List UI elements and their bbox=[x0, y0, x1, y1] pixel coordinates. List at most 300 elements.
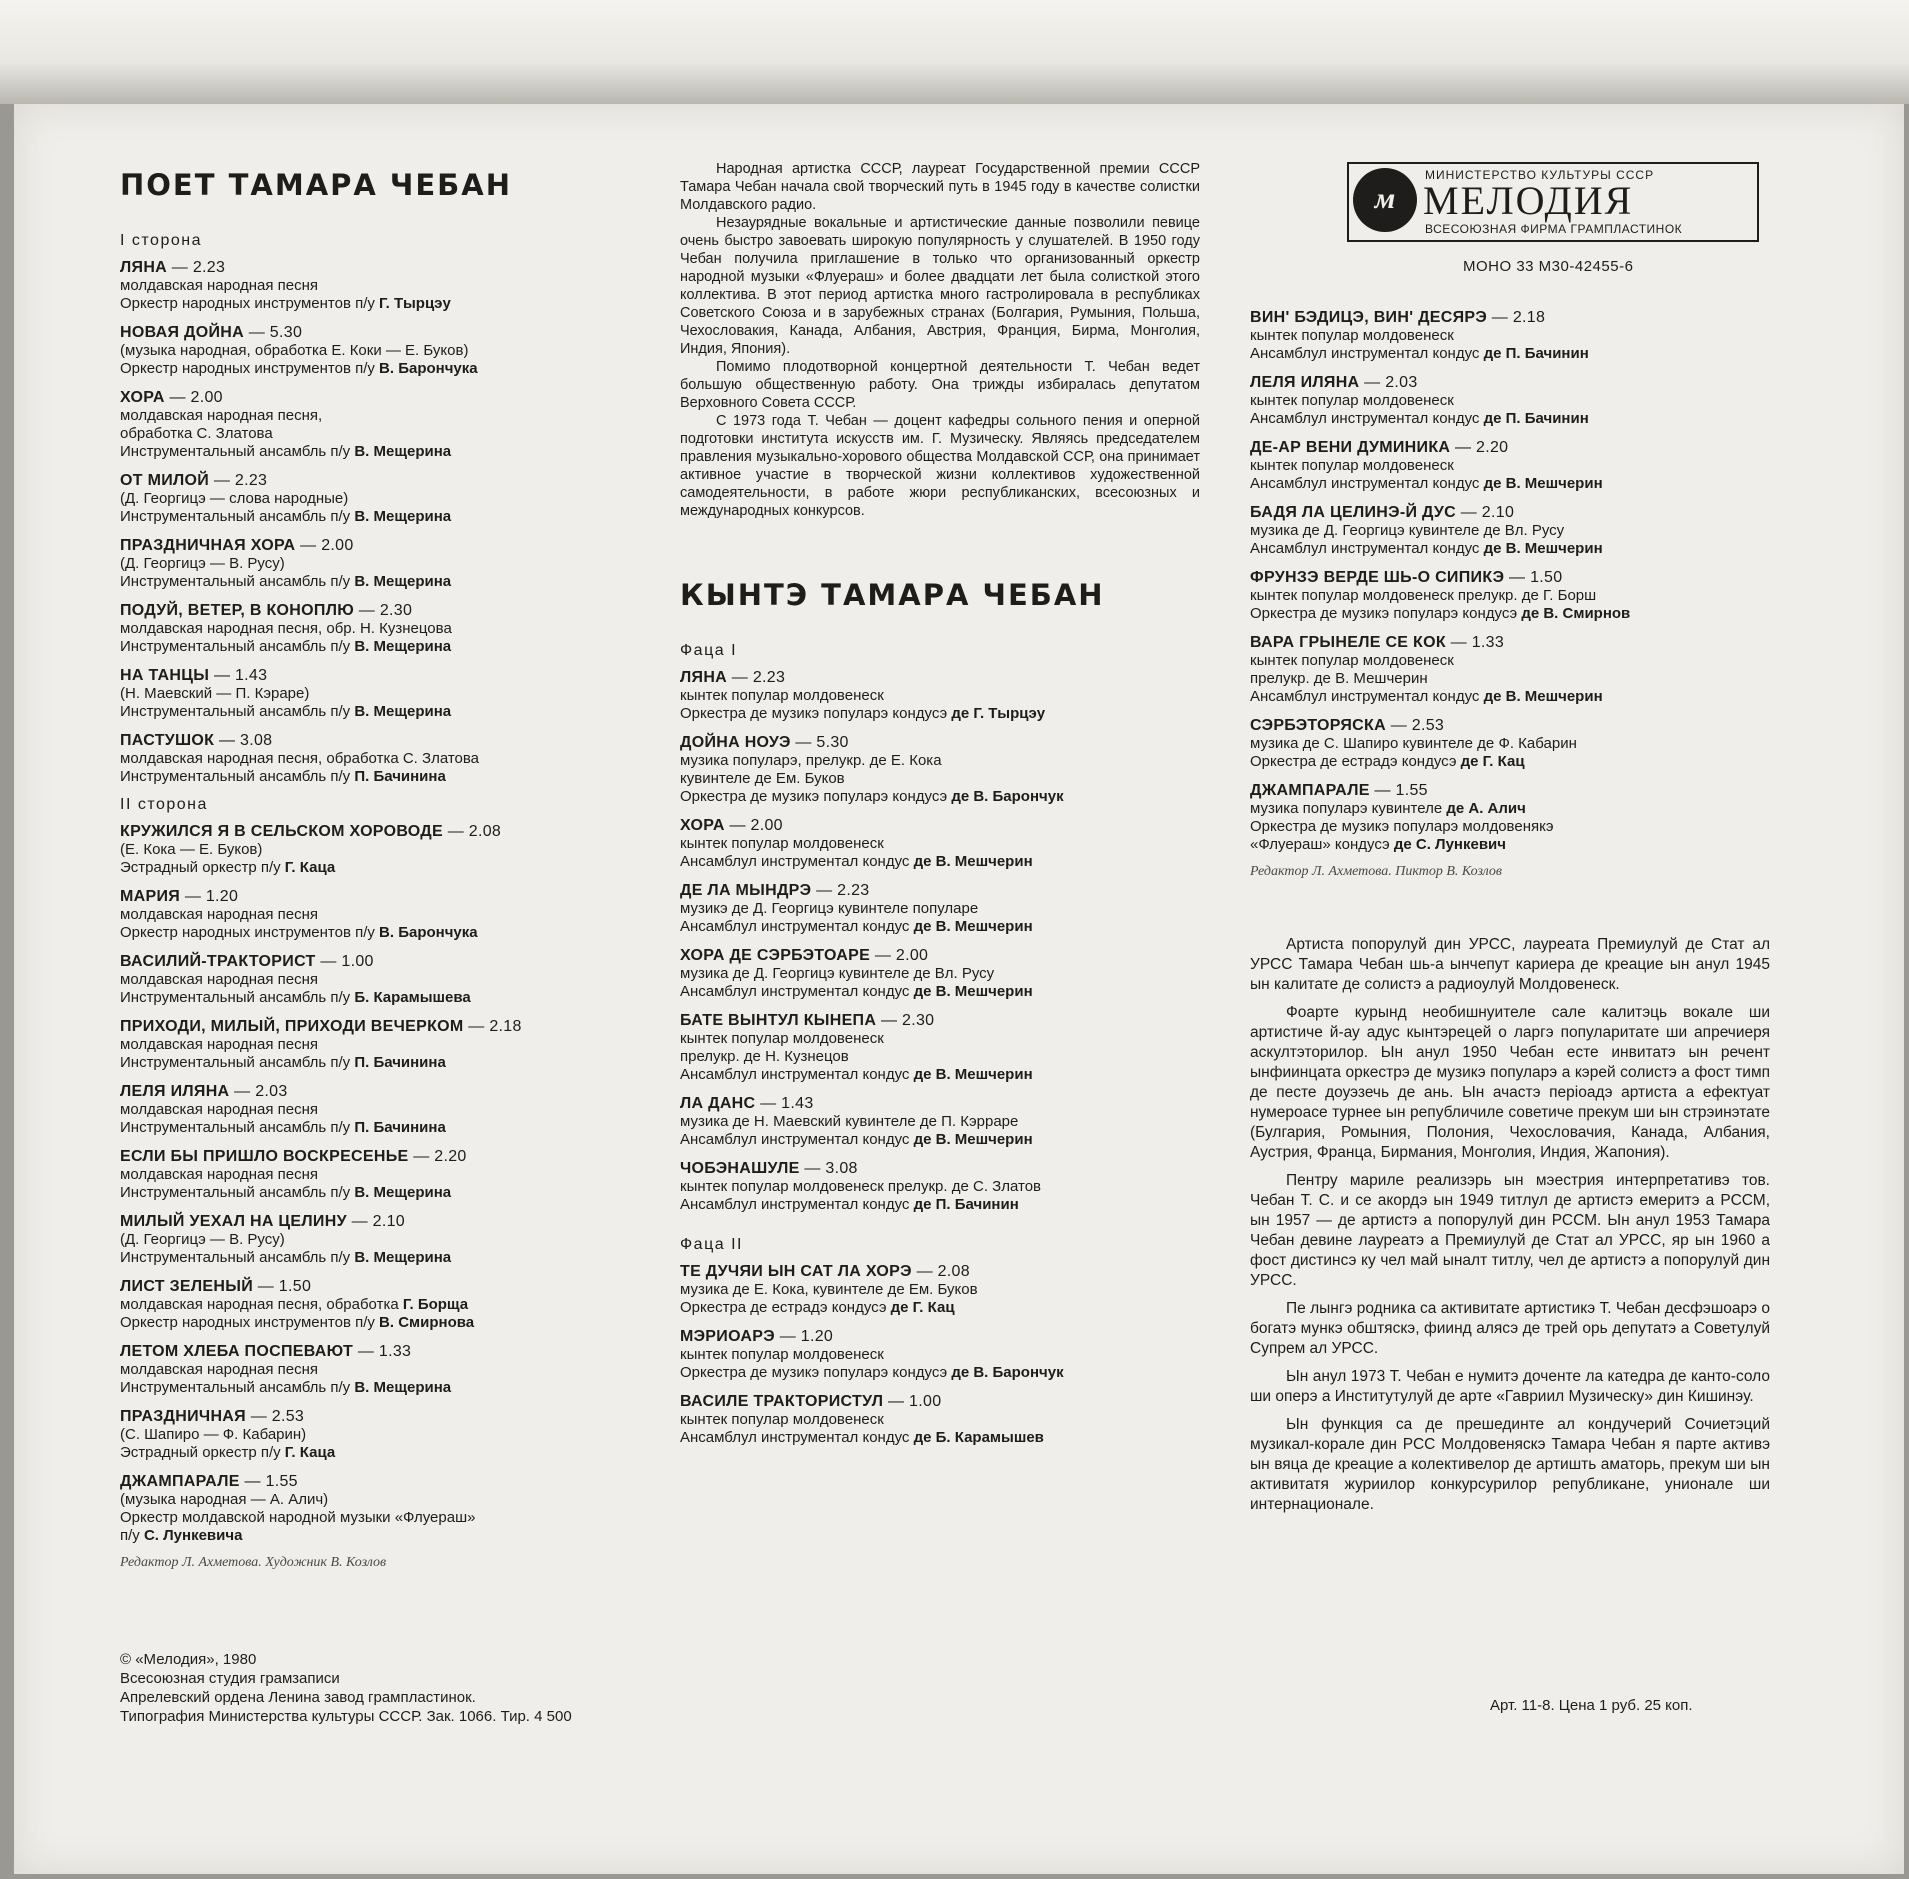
bio-paragraph: С 1973 года Т. Чебан — доцент кафедры сольного пения и оперной подготовки института искусств им. Г. Музическу. Являясь председателем правления музыкально-хорового общества Молдавской ССР, она принимает активное участие в творческой жизни коллективов художественной самодеятельности, в работе жюри республиканских, всесоюзных и международных конкурсов. bbox=[680, 413, 1200, 519]
track-credit-line: (музыка народная — А. Алич) bbox=[120, 1491, 329, 1508]
track-credit-line: (Д. Георгицэ — В. Русу) bbox=[120, 555, 285, 572]
imprint-line: Апрелевский ордена Ленина завод грампластинок. bbox=[120, 1689, 476, 1706]
track-credit-line: молдавская народная песня bbox=[120, 1101, 319, 1118]
track-credit-line: Ансамблул инструментал кондус де В. Мешчерин bbox=[680, 1131, 1033, 1148]
logo-ministry: МИНИСТЕРСТВО КУЛЬТУРЫ СССР bbox=[1425, 168, 1655, 182]
track-duration: — 2.30 bbox=[880, 1012, 935, 1029]
track-credit-line: Оркестр народных инструментов п/у В. Смирнова bbox=[120, 1314, 475, 1331]
track-title bbox=[120, 471, 650, 490]
track-title bbox=[680, 816, 1200, 835]
bio-paragraph: Артиста попорулуй дин УРСС, лауреата Премиулуй де Стат ал УРСС Тамара Чебан шь-а ынчепут кариера де креацие ын анул 1945 ын калитате де солистэ а радиоулуй Молдовенеск. bbox=[1250, 936, 1770, 993]
track-credit-line: Инструментальный ансамбль п/у В. Мещерина bbox=[120, 443, 452, 460]
track-title bbox=[680, 1392, 1200, 1411]
conductor-name: С. Лункевича bbox=[143, 1527, 243, 1544]
track-duration: — 2.18 bbox=[468, 1018, 522, 1035]
track-item bbox=[120, 1277, 650, 1332]
track-name: ЛА ДАНС bbox=[680, 1095, 756, 1112]
catalog-number: МОНО 33 М30-42455-6 bbox=[1463, 258, 1634, 275]
track-name: ЛИСТ ЗЕЛЕНЫЙ bbox=[120, 1278, 254, 1295]
conductor-name: П. Бачинина bbox=[354, 768, 446, 785]
track-credit-line: (Е. Кока — Е. Буков) bbox=[120, 841, 263, 858]
bio-paragraph: Народная артистка СССР, лауреат Государственной премии СССР Тамара Чебан начала свой творческий путь в 1945 году в качестве солистки Молдавского радио. bbox=[680, 161, 1200, 213]
conductor-name: В. Мещерина bbox=[354, 638, 452, 655]
track-credit-line: кынтек популар молдовенеск bbox=[1250, 457, 1454, 474]
track-title bbox=[680, 1011, 1200, 1030]
conductor-name: П. Бачинина bbox=[354, 1054, 446, 1071]
track-item bbox=[120, 536, 650, 591]
track-item bbox=[120, 471, 650, 526]
track-name: ЕСЛИ БЫ ПРИШЛО ВОСКРЕСЕНЬЕ bbox=[120, 1148, 409, 1165]
track-name: НОВАЯ ДОЙНА bbox=[120, 324, 245, 341]
track-credit-line: молдавская народная песня, обработка С. Златова bbox=[120, 750, 480, 767]
track-item bbox=[120, 1147, 650, 1202]
track-credit-line: Оркестр молдавской народной музыки «Флуераш» bbox=[120, 1509, 476, 1526]
track-credit-line: Ансамблул инструментал кондус де П. Бачинин bbox=[1250, 410, 1589, 427]
right-tracks bbox=[1250, 308, 1770, 854]
moldavian-bio bbox=[1250, 935, 1770, 1523]
track-title bbox=[120, 1277, 650, 1296]
track-title bbox=[120, 1212, 650, 1231]
track-credit-line: молдавская народная песня bbox=[120, 906, 319, 923]
track-title bbox=[1250, 633, 1770, 652]
track-duration: — 2.23 bbox=[731, 669, 786, 686]
track-name: БАДЯ ЛА ЦЕЛИНЭ-Й ДУС bbox=[1250, 504, 1457, 521]
track-name: НА ТАНЦЫ bbox=[120, 667, 210, 684]
track-name: ЛЯНА bbox=[680, 669, 728, 686]
track-credit-line: музика популарэ кувинтеле де А. Алич bbox=[1250, 800, 1526, 817]
track-title bbox=[1250, 438, 1770, 457]
track-credit-line: музика де Н. Маевский кувинтеле де П. Кэрраре bbox=[680, 1113, 1019, 1130]
track-credit-line: Инструментальный ансамбль п/у П. Бачинина bbox=[120, 1054, 446, 1071]
track-credit-line: кынтек популар молдовенеск bbox=[680, 687, 884, 704]
track-name: ДОЙНА НОУЭ bbox=[680, 734, 791, 751]
track-duration: — 2.10 bbox=[351, 1213, 405, 1230]
track-credit-line: молдавская народная песня bbox=[120, 277, 319, 294]
conductor-name: де В. Мешчерин bbox=[913, 918, 1033, 935]
track-title bbox=[1250, 716, 1770, 735]
conductor-name: В. Мещерина bbox=[354, 573, 452, 590]
track-name: ВИН' БЭДИЦЭ, ВИН' ДЕСЯРЭ bbox=[1250, 309, 1488, 326]
track-credit-line: Ансамблул инструментал кондус де В. Мешчерин bbox=[680, 983, 1033, 1000]
track-title bbox=[680, 946, 1200, 965]
track-credit-line: кынтек популар молдовенеск bbox=[680, 1346, 884, 1363]
logo-firm: ВСЕСОЮЗНАЯ ФИРМА ГРАМПЛАСТИНОК bbox=[1425, 222, 1683, 236]
conductor-name: де П. Бачинин bbox=[913, 1196, 1019, 1213]
conductor-name: Г. Каца bbox=[284, 859, 336, 876]
track-credit-line: кувинтеле де Ем. Буков bbox=[680, 770, 845, 787]
track-name: ДЕ-АР ВЕНИ ДУМИНИКА bbox=[1250, 439, 1451, 456]
bio-paragraph: Пентру мариле реализэрь ын мэестрия интерпретативэ тов. Чебан Т. С. и се акордэ ын 1949 титлул де артистэ емеритэ а РССМ, ын 1957 — де артистэ а попорулуй дин РССМ. Ын анул 1953 Тамара Чебан девине лауреатэ а Премиулуй де Стат ал УРСС, яр ын 1960 а фост дистинсэ ку чел май ыналт титлу, чел де артистэ а попорулуй дин УРСС. bbox=[1250, 1172, 1770, 1289]
track-title bbox=[120, 601, 650, 620]
bio-paragraph: Помимо плодотворной концертной деятельности Т. Чебан ведет большую общественную работу. Она трижды избиралась депутатом Верховного Совета СССР. bbox=[680, 359, 1200, 411]
track-duration: — 2.20 bbox=[1455, 439, 1509, 456]
conductor-name: де А. Алич bbox=[1446, 800, 1526, 817]
track-item bbox=[120, 1407, 650, 1462]
conductor-name: де В. Смирнов bbox=[1521, 605, 1631, 622]
track-credit-line: Ансамблул инструментал кондус де Б. Карамышев bbox=[680, 1429, 1044, 1446]
track-name: ХОРА bbox=[120, 389, 165, 406]
track-credit-line: Оркестра де музикэ популарэ молдовенякэ bbox=[1250, 818, 1554, 835]
bio-paragraph: Ын анул 1973 Т. Чебан е нумитэ доченте ла катедра де канто-соло ши оперэ а Институтулуй де арте «Гавриил Музическу» дин Кишинэу. bbox=[1250, 1368, 1770, 1405]
conductor-name: де В. Мешчерин bbox=[1483, 688, 1603, 705]
track-item bbox=[120, 1212, 650, 1267]
track-title bbox=[120, 1407, 650, 1426]
middle-column bbox=[680, 160, 1200, 1457]
track-item bbox=[680, 1011, 1200, 1084]
track-item bbox=[1250, 503, 1770, 558]
track-duration: — 2.00 bbox=[300, 537, 354, 554]
track-item bbox=[120, 952, 650, 1007]
conductor-name: Б. Карамышева bbox=[354, 989, 471, 1006]
track-credit-line: молдавская народная песня bbox=[120, 1361, 319, 1378]
track-credit-line: Ансамблул инструментал кондус де В. Мешчерин bbox=[680, 1066, 1033, 1083]
track-credit-line: Ансамблул инструментал кондус де В. Мешчерин bbox=[1250, 540, 1603, 557]
track-credit-line: (Д. Георгицэ — В. Русу) bbox=[120, 1231, 285, 1248]
track-title bbox=[680, 1094, 1200, 1113]
track-credit-line: кынтек популар молдовенеск прелукр. де С. Златов bbox=[680, 1178, 1042, 1195]
track-credit-line: Оркестра де музикэ популарэ кондусэ де Г. Тырцэу bbox=[680, 705, 1046, 722]
track-title bbox=[680, 881, 1200, 900]
track-name: ЛЕЛЯ ИЛЯНА bbox=[1250, 374, 1360, 391]
track-duration: — 1.33 bbox=[1450, 634, 1505, 651]
track-name: ВАСИЛИЙ-ТРАКТОРИСТ bbox=[120, 953, 316, 970]
track-name: ПРАЗДНИЧНАЯ bbox=[120, 1408, 246, 1425]
track-duration: — 1.55 bbox=[1374, 782, 1428, 799]
track-credit-line: молдавская народная песня bbox=[120, 971, 319, 988]
track-item bbox=[1250, 438, 1770, 493]
track-credit-line: Ансамблул инструментал кондус де П. Бачинин bbox=[1250, 345, 1589, 362]
track-duration: — 2.30 bbox=[358, 602, 413, 619]
track-name: МИЛЫЙ УЕХАЛ НА ЦЕЛИНУ bbox=[120, 1213, 347, 1230]
track-title bbox=[1250, 781, 1770, 800]
track-item bbox=[680, 1327, 1200, 1382]
track-name: ФРУНЗЭ ВЕРДЕ ШЬ-О СИПИКЭ bbox=[1250, 569, 1505, 586]
track-credit-line: Инструментальный ансамбль п/у В. Мещерина bbox=[120, 508, 452, 525]
track-credit-line: Оркестр народных инструментов п/у Г. Тырцэу bbox=[120, 295, 451, 312]
conductor-name: де С. Лункевич bbox=[1393, 836, 1506, 853]
track-title bbox=[680, 668, 1200, 687]
track-credit-line: Инструментальный ансамбль п/у П. Бачинина bbox=[120, 768, 446, 785]
track-title bbox=[120, 952, 650, 971]
conductor-name: де В. Барончук bbox=[951, 788, 1064, 805]
track-title bbox=[120, 388, 650, 407]
track-title bbox=[680, 733, 1200, 752]
track-item bbox=[680, 946, 1200, 1001]
track-title bbox=[120, 822, 650, 841]
track-credit-line: Инструментальный ансамбль п/у В. Мещерина bbox=[120, 1249, 452, 1266]
conductor-name: де В. Мешчерин bbox=[913, 983, 1033, 1000]
track-item bbox=[120, 1017, 650, 1072]
track-duration: — 1.20 bbox=[779, 1328, 834, 1345]
track-credit-line: Ансамблул инструментал кондус де В. Мешчерин bbox=[680, 853, 1033, 870]
track-item bbox=[120, 822, 650, 877]
track-name: ТЕ ДУЧЯИ ЫН САТ ЛА ХОРЭ bbox=[680, 1263, 912, 1280]
track-duration: — 2.23 bbox=[213, 472, 268, 489]
track-duration: — 2.53 bbox=[1390, 717, 1445, 734]
bio-paragraph: Пе лынгэ родника са активитате артистикэ Т. Чебан десфэшоарэ о богатэ мункэ обштяскэ, фиинд алясэ де трей орь депутатэ а Советулуй Супрем ал УРСС. bbox=[1250, 1300, 1770, 1357]
track-duration: — 1.43 bbox=[760, 1095, 814, 1112]
track-credit-line: Инструментальный ансамбль п/у В. Мещерина bbox=[120, 638, 452, 655]
track-credit-line: Ансамблул инструментал кондус де П. Бачинин bbox=[680, 1196, 1019, 1213]
logo-brand: МЕЛОДИЯ bbox=[1423, 178, 1634, 223]
track-duration: — 2.23 bbox=[171, 259, 226, 276]
track-credit-line: Оркестра де музикэ популарэ кондусэ де В. Барончук bbox=[680, 1364, 1064, 1381]
track-duration: — 2.00 bbox=[874, 947, 929, 964]
fata-2-tracks bbox=[680, 1262, 1200, 1447]
track-name: ХОРА ДЕ СЭРБЭТОАРЕ bbox=[680, 947, 871, 964]
track-title bbox=[120, 1082, 650, 1101]
track-credit-line: обработка С. Златова bbox=[120, 425, 273, 442]
track-duration: — 2.53 bbox=[250, 1408, 305, 1425]
track-name: ДЖАМПАРАЛЕ bbox=[1250, 782, 1370, 799]
track-item bbox=[120, 323, 650, 378]
track-credit-line: молдавская народная песня bbox=[120, 1036, 319, 1053]
track-title bbox=[120, 1342, 650, 1361]
track-duration: — 2.08 bbox=[447, 823, 502, 840]
track-duration: — 2.03 bbox=[1364, 374, 1418, 391]
track-name: ЛЕТОМ ХЛЕБА ПОСПЕВАЮТ bbox=[120, 1343, 354, 1360]
track-name: ПАСТУШОК bbox=[120, 732, 215, 749]
track-credit-line: Инструментальный ансамбль п/у В. Мещерина bbox=[120, 1184, 452, 1201]
side-1-heading: I сторона bbox=[120, 232, 202, 249]
track-name: ВАСИЛЕ ТРАКТОРИСТУЛ bbox=[680, 1393, 884, 1410]
track-title bbox=[1250, 568, 1770, 587]
russian-tracklist bbox=[120, 168, 650, 1571]
conductor-name: де Г. Кац bbox=[890, 1299, 955, 1316]
track-item bbox=[680, 816, 1200, 871]
track-title bbox=[680, 1159, 1200, 1178]
track-name: ХОРА bbox=[680, 817, 725, 834]
track-item bbox=[680, 1262, 1200, 1317]
imprint-line: Типография Министерства культуры СССР. Зак. 1066. Тир. 4 500 bbox=[120, 1708, 572, 1725]
track-name: КРУЖИЛСЯ Я В СЕЛЬСКОМ ХОРОВОДЕ bbox=[120, 823, 443, 840]
track-duration: — 2.03 bbox=[234, 1083, 288, 1100]
track-duration: — 2.18 bbox=[1491, 309, 1546, 326]
conductor-name: Г. Борща bbox=[402, 1296, 469, 1313]
bio-paragraph: Незаурядные вокальные и артистические данные позволили певице очень быстро завоевать широкую популярность у слушателей. В 1950 году Чебан получила приглашение в только что организованный оркестр народной музыки «Флуераш» и более двадцати лет была солисткой этого коллектива. В этот период артистка много гастролировала в республиках Советского Союза и в зарубежных странах (Болгария, Румыния, Польша, Чехословакия, Канада, Албания, Австрия, Франция, Бирма, Монголия, Индия, Япония). bbox=[680, 215, 1200, 357]
track-title bbox=[1250, 373, 1770, 392]
track-credit-line: прелукр. де В. Мешчерин bbox=[1250, 670, 1428, 687]
track-duration: — 2.10 bbox=[1460, 504, 1515, 521]
track-duration: — 1.50 bbox=[257, 1278, 312, 1295]
conductor-name: де В. Мешчерин bbox=[1483, 475, 1603, 492]
conductor-name: В. Барончука bbox=[379, 924, 478, 941]
track-credit-line: кынтек популар молдовенеск bbox=[1250, 327, 1454, 344]
track-credit-line: музикэ де Д. Георгицэ кувинтеле популаре bbox=[680, 900, 979, 917]
moldavian-title: КЫНТЭ ТАМАРА ЧЕБАН bbox=[680, 578, 1105, 612]
conductor-name: де Б. Карамышев bbox=[913, 1429, 1044, 1446]
track-item bbox=[120, 731, 650, 786]
conductor-name: де В. Мешчерин bbox=[913, 1066, 1033, 1083]
track-title bbox=[120, 1147, 650, 1166]
track-credit-line: музика популарэ, прелукр. де Е. Кока bbox=[680, 752, 942, 769]
track-item bbox=[120, 1472, 650, 1545]
track-credit-line: (музыка народная, обработка Е. Коки — Е. Буков) bbox=[120, 342, 469, 359]
track-credit-line: музика де С. Шапиро кувинтеле де Ф. Кабарин bbox=[1250, 735, 1577, 752]
track-title bbox=[120, 666, 650, 685]
publisher-imprint bbox=[120, 1650, 572, 1726]
track-duration: — 1.00 bbox=[320, 953, 374, 970]
track-credit-line: Ансамблул инструментал кондус де В. Мешчерин bbox=[680, 918, 1033, 935]
track-title bbox=[120, 887, 650, 906]
track-duration: — 2.00 bbox=[729, 817, 783, 834]
track-credit-line: Оркестр народных инструментов п/у В. Барончука bbox=[120, 360, 478, 377]
conductor-name: В. Мещерина bbox=[354, 1379, 452, 1396]
track-duration: — 1.33 bbox=[357, 1343, 412, 1360]
conductor-name: В. Мещерина bbox=[354, 443, 452, 460]
track-credit-line: музика де Д. Георгицэ кувинтеле де Вл. Русу bbox=[1250, 522, 1565, 539]
track-title bbox=[680, 1327, 1200, 1346]
conductor-name: де В. Мешчерин bbox=[913, 853, 1033, 870]
track-duration: — 1.00 bbox=[888, 1393, 942, 1410]
track-credit-line: Оркестра де музикэ популарэ кондусэ де В. Барончук bbox=[680, 788, 1064, 805]
track-item bbox=[120, 601, 650, 656]
track-duration: — 5.30 bbox=[248, 324, 303, 341]
track-credit-line: Оркестра де естрадэ кондусэ де Г. Кац bbox=[680, 1299, 955, 1316]
track-credit-line: молдавская народная песня bbox=[120, 1166, 319, 1183]
conductor-name: де Г. Тырцэу bbox=[951, 705, 1046, 722]
track-title bbox=[680, 1262, 1200, 1281]
imprint-line: Всесоюзная студия грамзаписи bbox=[120, 1670, 340, 1687]
track-credit-line: Инструментальный ансамбль п/у Б. Карамышева bbox=[120, 989, 471, 1006]
track-name: СЭРБЭТОРЯСКА bbox=[1250, 717, 1386, 734]
sleeve-top-edge bbox=[0, 0, 1909, 104]
track-duration: — 3.08 bbox=[804, 1160, 858, 1177]
track-credit-line: музика де Д. Георгицэ кувинтеле де Вл. Русу bbox=[680, 965, 995, 982]
track-credit-line: кынтек популар молдовенеск прелукр. де Г. Борш bbox=[1250, 587, 1597, 604]
track-title bbox=[120, 1017, 650, 1036]
track-title bbox=[1250, 503, 1770, 522]
track-credit-line: Инструментальный ансамбль п/у В. Мещерина bbox=[120, 1379, 452, 1396]
track-credit-line: Оркестра де естрадэ кондусэ де Г. Кац bbox=[1250, 753, 1525, 770]
track-duration: — 5.30 bbox=[795, 734, 849, 751]
conductor-name: де Г. Кац bbox=[1460, 753, 1525, 770]
conductor-name: де В. Барончук bbox=[951, 1364, 1064, 1381]
track-item bbox=[1250, 308, 1770, 363]
track-credit-line: молдавская народная песня, обработка Г. Борща bbox=[120, 1296, 469, 1313]
track-credit-line: Оркестра де музикэ популарэ кондусэ де В. Смирнов bbox=[1250, 605, 1631, 622]
russian-bio bbox=[680, 160, 1200, 520]
track-duration: — 2.08 bbox=[916, 1263, 970, 1280]
track-item bbox=[680, 668, 1200, 723]
track-credit-line: кынтек популар молдовенеск bbox=[680, 1411, 884, 1428]
bio-paragraph: Ын функция са де прешединте ал кондучерий Сочиетэций музикал-корале дин РСС Молдовеняскэ Тамара Чебан я парте активэ ын вяца де креацие а колективелор де артишть аматорь, прекум ши ын активитатя журиилор конкурсурилор републикане, унионале ши интернационале. bbox=[1250, 1416, 1770, 1513]
conductor-name: В. Мещерина bbox=[354, 1249, 452, 1266]
bio-paragraph: Фоарте курынд необишнуителе сале калитэць вокале ши артистиче й-ау адус кынтэрецей о ларгэ популаритате ши апречиеря аскултэторилор. Ын анул 1950 Чебан есте инвитатэ ын речент ынфиинцата оркестрэ де музикэ популарэ а кэрей солистэ а фост тимп де песте доуэзечь де ань. Ын ачастэ перioадэ артиста а ефектуат нумероасе турнее ын републичиле советиче прекум ши ын стрэинэтате (Булгария, Ромыния, Полония, Чехословачия, Канада, Албания, Аустрия, Франца, Бирмания, Монголия, Индия, Жапония). bbox=[1250, 1004, 1770, 1161]
conductor-name: П. Бачинина bbox=[354, 1119, 446, 1136]
track-credit-line: музика де Е. Кока, кувинтеле де Ем. Буков bbox=[680, 1281, 978, 1298]
track-duration: — 2.20 bbox=[413, 1148, 467, 1165]
track-duration: — 2.23 bbox=[816, 882, 870, 899]
conductor-name: В. Мещерина bbox=[354, 508, 452, 525]
track-item bbox=[680, 881, 1200, 936]
track-name: БАТЕ ВЫНТУЛ КЫНЕПА bbox=[680, 1012, 877, 1029]
track-item bbox=[1250, 716, 1770, 771]
fata-2-heading: Фаца II bbox=[680, 1236, 743, 1253]
track-name: ЛЕЛЯ ИЛЯНА bbox=[120, 1083, 230, 1100]
track-item bbox=[120, 258, 650, 313]
russian-title: ПОЕТ ТАМАРА ЧЕБАН bbox=[120, 168, 512, 202]
track-item bbox=[1250, 373, 1770, 428]
track-credit-line: Оркестр народных инструментов п/у В. Барончука bbox=[120, 924, 478, 941]
track-title bbox=[120, 258, 650, 277]
conductor-name: Г. Тырцэу bbox=[379, 295, 451, 312]
track-name: МАРИЯ bbox=[120, 888, 181, 905]
side-1-tracks bbox=[120, 258, 650, 786]
track-duration: — 2.00 bbox=[169, 389, 223, 406]
track-item bbox=[120, 388, 650, 461]
moldavian-tracklist-continued bbox=[1250, 308, 1770, 880]
track-item bbox=[1250, 568, 1770, 623]
track-credit-line: Инструментальный ансамбль п/у В. Мещерина bbox=[120, 573, 452, 590]
melodiya-disc-icon: м bbox=[1353, 168, 1417, 232]
track-credit-line: кынтек популар молдовенеск bbox=[680, 835, 884, 852]
track-duration: — 1.43 bbox=[213, 667, 268, 684]
track-credit-line: Эстрадный оркестр п/у Г. Каца bbox=[120, 859, 336, 876]
track-credit-line: кынтек популар молдовенеск bbox=[1250, 392, 1454, 409]
track-item bbox=[680, 1094, 1200, 1149]
track-credit-line: (Д. Георгицэ — слова народные) bbox=[120, 490, 349, 507]
track-credit-line: п/у С. Лункевича bbox=[120, 1527, 243, 1544]
track-item bbox=[680, 1159, 1200, 1214]
track-credit-line: «Флуераш» кондусэ де С. Лункевич bbox=[1250, 836, 1506, 853]
track-credit-line: (С. Шапиро — Ф. Кабарин) bbox=[120, 1426, 307, 1443]
conductor-name: де В. Мешчерин bbox=[913, 1131, 1033, 1148]
conductor-name: В. Мещерина bbox=[354, 1184, 452, 1201]
price-label: Арт. 11-8. Цена 1 руб. 25 коп. bbox=[1490, 1697, 1693, 1714]
side-2-tracks bbox=[120, 822, 650, 1545]
track-title bbox=[120, 323, 650, 342]
track-title bbox=[120, 1472, 650, 1491]
conductor-name: де П. Бачинин bbox=[1483, 410, 1589, 427]
conductor-name: В. Смирнова bbox=[379, 1314, 475, 1331]
track-credit-line: прелукр. де Н. Кузнецов bbox=[680, 1048, 849, 1065]
fata-1-heading: Фаца I bbox=[680, 642, 738, 659]
track-item bbox=[680, 733, 1200, 806]
track-duration: — 1.50 bbox=[1509, 569, 1563, 586]
conductor-name: де В. Мешчерин bbox=[1483, 540, 1603, 557]
imprint-line: © «Мелодия», 1980 bbox=[120, 1651, 257, 1668]
conductor-name: де П. Бачинин bbox=[1483, 345, 1589, 362]
track-name: ОТ МИЛОЙ bbox=[120, 472, 210, 489]
track-name: ПРАЗДНИЧНАЯ ХОРА bbox=[120, 537, 296, 554]
track-duration: — 3.08 bbox=[218, 732, 273, 749]
track-title bbox=[1250, 308, 1770, 327]
track-item bbox=[120, 1342, 650, 1397]
track-name: ПРИХОДИ, МИЛЫЙ, ПРИХОДИ ВЕЧЕРКОМ bbox=[120, 1018, 464, 1035]
track-credit-line: Эстрадный оркестр п/у Г. Каца bbox=[120, 1444, 336, 1461]
russian-credit: Редактор Л. Ахметова. Художник В. Козлов bbox=[120, 1555, 387, 1570]
track-name: МЭРИОАРЭ bbox=[680, 1328, 775, 1345]
track-item bbox=[1250, 633, 1770, 706]
track-name: ВАРА ГРЫНЕЛЕ СЕ КОК bbox=[1250, 634, 1446, 651]
moldavian-credit: Редактор Л. Ахметова. Пиктор В. Козлов bbox=[1250, 864, 1502, 879]
track-credit-line: Инструментальный ансамбль п/у В. Мещерина bbox=[120, 703, 452, 720]
track-item bbox=[680, 1392, 1200, 1447]
track-name: ПОДУЙ, ВЕТЕР, В КОНОПЛЮ bbox=[120, 602, 355, 619]
track-name: ЛЯНА bbox=[120, 259, 168, 276]
track-item bbox=[120, 666, 650, 721]
track-title bbox=[120, 731, 650, 750]
track-title bbox=[120, 536, 650, 555]
track-credit-line: Инструментальный ансамбль п/у П. Бачинина bbox=[120, 1119, 446, 1136]
fata-1-tracks bbox=[680, 668, 1200, 1214]
track-item bbox=[120, 887, 650, 942]
conductor-name: В. Мещерина bbox=[354, 703, 452, 720]
track-credit-line: (Н. Маевский — П. Кэраре) bbox=[120, 685, 310, 702]
track-credit-line: кынтек популар молдовенеск bbox=[1250, 652, 1454, 669]
conductor-name: Г. Каца bbox=[284, 1444, 336, 1461]
